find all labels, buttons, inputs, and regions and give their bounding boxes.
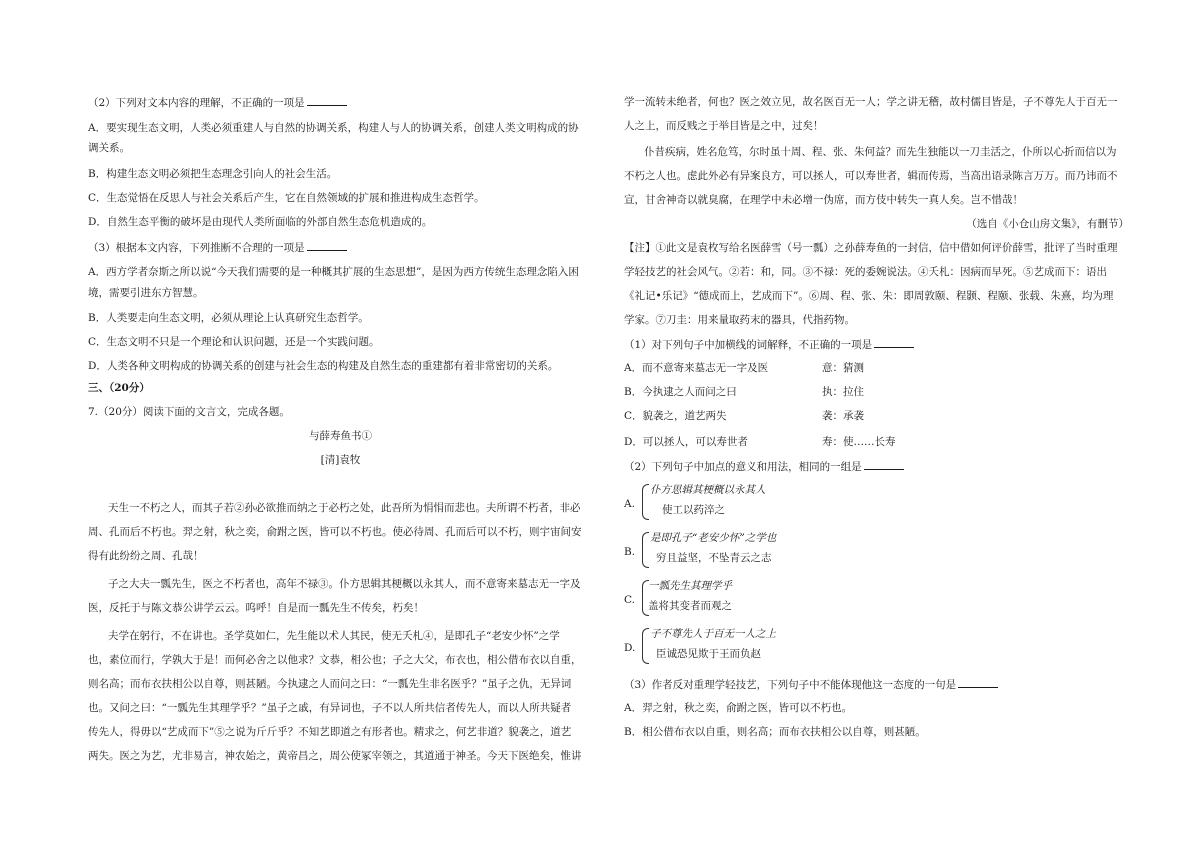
option-c: C．生态文明不只是一个理论和认识问题，还是一个实践问题。: [88, 336, 380, 348]
passage-line: 两失。医之为艺，尤非易言，神农始之，黄帝昌之，周公使冢宰领之，其道通于神圣。今天下医绝矣，惟讲: [88, 750, 582, 762]
passage-line: 子之大夫一瓢先生，医之不朽者也，高年不禄③。仆方思辑其梗概以永其人，而不意寄来墓志无一字及: [108, 578, 581, 590]
option-c-sentence-2: 盖将其变者而观之: [648, 600, 732, 612]
option-d-label: D.: [624, 642, 636, 654]
option-a-sentence-1: 仆方思辑其梗概以永其人: [650, 484, 766, 496]
option-d: D．可以拯人，可以寿世者: [624, 436, 748, 448]
passage-author: [清]袁牧: [320, 454, 361, 466]
option-b: B．人类要走向生态文明，必须从理论上认真研究生态哲学。: [88, 312, 369, 324]
option-a: A．要实现生态文明，人类必须重建人与自然的协调关系，构建人与人的协调关系，创建人类文明构成的协: [88, 122, 579, 134]
option-a-sentence-2: 使工以药淬之: [662, 504, 725, 516]
option-b-brace: [642, 532, 649, 568]
passage-line: 医，反托于与陈文恭公讲学云云。呜呼！自是而一瓢先生不传矣，朽矣！: [88, 602, 424, 614]
passage-line: 周、孔而后不朽也。羿之射，秋之奕，俞跗之医，皆可以不朽也。使必待周、孔而后可以不朽，则宇宙间安: [88, 526, 582, 538]
passage-line: 人之上，而反贱之于举目皆是之中，过矣！: [624, 120, 824, 132]
question-3-stem: （3）根据本文内容，下列推断不合理的一项是: [88, 239, 347, 256]
passage-line: 学一流转未绝者，何也？医之效立见，故名医百无一人；学之讲无稽，故村儒目皆是，子不尊先人于百无一: [624, 96, 1118, 108]
option-a: A．而不意寄来墓志无一字及医: [624, 362, 769, 374]
passage-line: 传先人，得毋以“艺成而下”⑤之说为斤斤乎？不知艺即道之有形者也。精求之，何艺非道？貌袭之，道艺: [88, 726, 572, 738]
section-heading: 三、（20分）: [88, 382, 150, 394]
option-a-label: A.: [624, 498, 635, 510]
option-a-cont: 调关系。: [88, 142, 130, 154]
passage-line: 则名高；而布衣扶相公以自尊，则甚陋。今执逮之人而问之曰：“一瓢先生非名医乎？”虽子之仇，无异词: [88, 678, 572, 690]
annotation-line: 学家。⑦刀圭：用来量取药末的器具，代指药物。: [624, 314, 855, 326]
passage-line: 仆昔疾病，姓名危笃，尔时虽十周、程、张、朱何益？而先生独能以一刀圭活之，仆所以心折而信以为: [644, 146, 1117, 158]
option-d-sentence-2: 臣诚恐见欺于王而负赵: [656, 648, 761, 660]
passage-line: 宣，甘舍神奇以就臭腐，在理学中未必增一伪席，而方伎中转失一真人矣。岂不惜哉！: [624, 194, 1023, 206]
option-d: D．人类各种文明构成的协调关系的创建与社会生态的构建及自然生态的重建都有着非常密切的关系。: [88, 360, 559, 372]
question-2-stem: （2）下列句子中加点的意义和用法，相同的一组是: [624, 458, 904, 475]
option-a: A．西方学者奈斯之所以说“今天我们需要的是一种概其扩展的生态思想”，是因为西方传统生态理念陷入困: [88, 266, 579, 278]
source-note: （选自《小仓山房文集》，有删节）: [966, 218, 1129, 230]
passage-line: 不朽之人也。虑此外必有异案良方，可以拯人，可以寿世者，辑而传焉，当高出语录陈言万万。而乃讳而不: [624, 170, 1118, 182]
option-b: B．今执逮之人而问之曰: [624, 386, 737, 398]
option-d-sentence-1: 子不尊先人于百无一人之上: [650, 628, 776, 640]
option-c: C．生态觉悟在反思人与社会关系后产生，它在自然领域的扩展和推进构成生态哲学。: [88, 192, 485, 204]
option-a-definition: 意：猜测: [822, 362, 864, 374]
option-b-sentence-1: 是即孔子“老安少怀”之学也: [650, 532, 777, 544]
option-b-definition: 执：拉住: [822, 386, 864, 398]
passage-line: 天生一不朽之人，而其子若②孙必欲推而纳之于必朽之处，此吾所为悁悁而悲也。夫所谓不朽者，非必: [108, 502, 581, 514]
question-3-stem: （3）作者反对重理学轻技艺，下列句子中不能体现他这一态度的一句是: [624, 676, 998, 693]
question-1-stem: （1）对下列句子中加横线的词解释，不正确的一项是: [624, 336, 914, 353]
option-a-brace: [642, 484, 649, 520]
passage-line: 夫学在躬行，不在讲也。圣学莫如仁，先生能以术人其民，使无夭札④，是即孔子“老安少怀”之学: [108, 630, 560, 642]
option-c-sentence-1: 一瓢先生其理学乎: [648, 580, 732, 592]
option-c: C．貌袭之，道艺两失: [624, 410, 727, 422]
option-d: D．自然生态平衡的破坏是由现代人类所面临的外部自然生态危机造成的。: [88, 216, 433, 228]
annotation-line: 《礼记•乐记》“德成而上，艺成而下”。⑥周、程、张、朱：即周敦颐、程颢、程颐、张载、朱熹，均为理: [624, 290, 1114, 302]
annotation-line: 【注】①此文是袁枚写给名医薛雪（号一瓢）之孙薛寿鱼的一封信，信中借如何评价薛雪，批评了当时重理: [624, 242, 1118, 254]
option-b-sentence-2: 穷且益坚，不坠青云之志: [656, 552, 772, 564]
option-a-cont: 境，需要引进东方智慧。: [88, 287, 204, 299]
passage-line: 也。又问之曰：“一瓢先生其理学乎？”虽子之戚，有异词也，子不以人所共信者传先人，而以人所共疑者: [88, 702, 572, 714]
option-b-label: B.: [624, 546, 636, 558]
annotation-line: 学轻技艺的社会风气。②若：和，同。③不禄：死的委婉说法。④夭札：因病而早死。⑤艺成而下：语出: [624, 266, 1107, 278]
option-d-definition: 寿：使……长寿: [822, 436, 896, 448]
question-2-stem: （2）下列对文本内容的理解，不正确的一项是: [88, 94, 347, 111]
option-b: B．构建生态文明必须把生态理念引向人的社会生活。: [88, 168, 338, 180]
option-c-label: C.: [624, 594, 635, 606]
option-a: A．羿之射，秋之奕，俞跗之医，皆可以不朽也。: [624, 702, 853, 714]
passage-title: 与薛寿鱼书①: [309, 430, 372, 442]
passage-line: 也，素位而行，学孰大于是！而何必舍之以他求？文恭，相公也；子之大父，布衣也，相公借布衣以自重，: [88, 654, 582, 666]
option-c-definition: 袭：承袭: [822, 410, 864, 422]
option-b: B．相公借布衣以自重，则名高；而布衣扶相公以自尊，则甚陋。: [624, 726, 926, 738]
option-d-brace: [642, 628, 649, 664]
passage-line: 得有此纷纷之周、孔哉！: [88, 550, 204, 562]
question-7-stem: 7.（20分）阅读下面的文言文，完成各题。: [88, 406, 290, 418]
